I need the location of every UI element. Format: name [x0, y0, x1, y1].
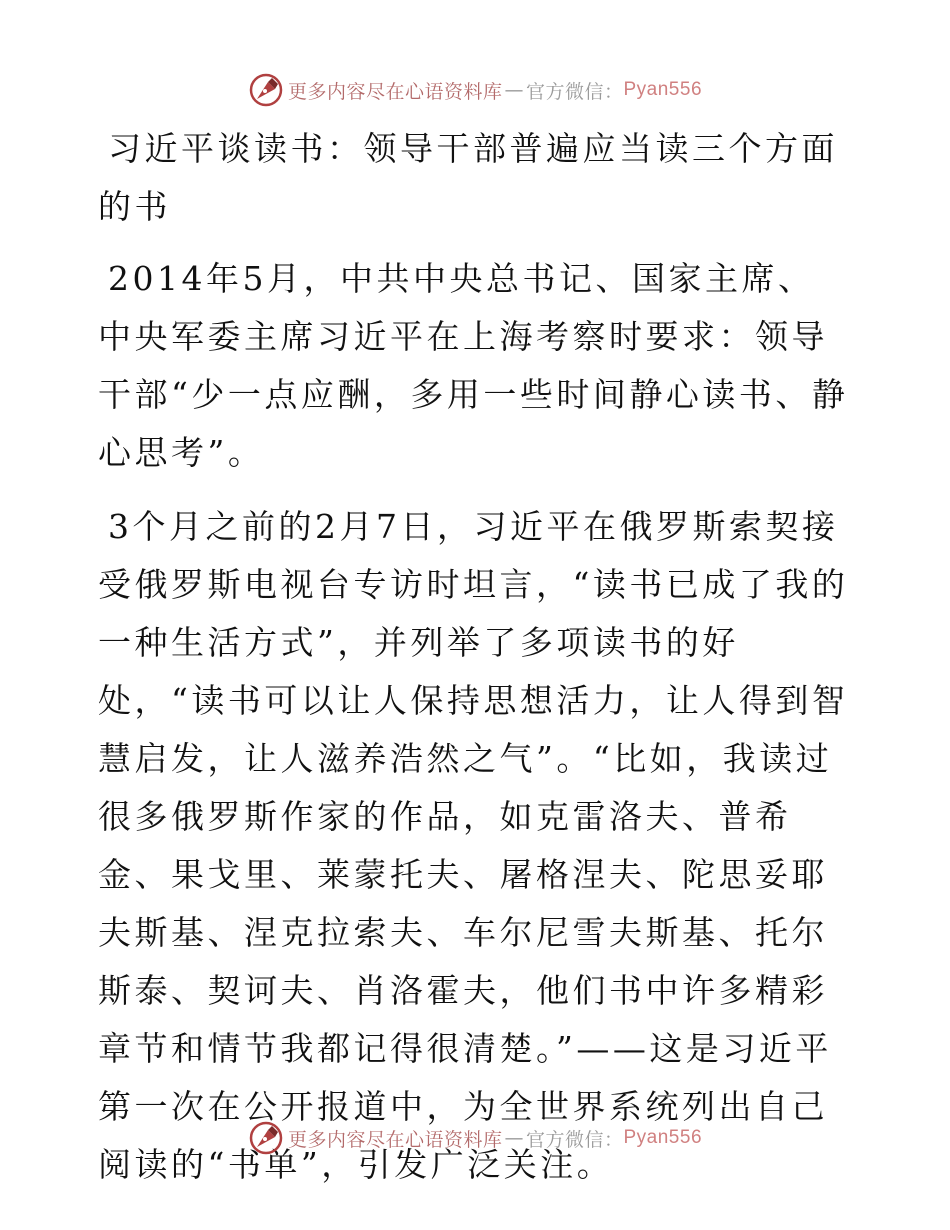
watermark-wechat-handle: Pyan556 — [623, 79, 703, 100]
pen-tip-logo-icon — [248, 72, 284, 108]
watermark-wechat-label: 官方微信： — [525, 80, 624, 103]
header-watermark — [0, 70, 950, 110]
watermark-brand-text: 更多内容尽在心语资料库 — [287, 80, 503, 103]
pen-tip-logo-icon — [248, 1120, 284, 1156]
document-body — [98, 120, 850, 1210]
watermark-separator: — — [504, 1127, 524, 1149]
paragraph-1: 2014年5月，中共中央总书记、国家主席、中央军委主席习近平在上海考察时要求：领导干部“少一点应酬，多用一些时间静心读书、静心思考”。 — [98, 259, 849, 472]
paragraph-2: 3个月之前的2月7日，习近平在俄罗斯索契接受俄罗斯电视台专访时坦言，“读书已成了我的一种生活方式”，并列举了多项读书的好处，“读书可以让人保持思想活力，让人得到智慧启发，让人滋养浩然之气”。“比如，我读过很多俄罗斯作家的作品，如克雷洛夫、普希金、果戈里、莱蒙托夫、屠格涅夫、陀思妥耶夫斯基、涅克拉索夫、车尔尼雪夫斯基、托尔斯泰、契诃夫、肖洛霍夫，他们书中许多精彩章节和情节我都记得很清楚。”——这是习近平第一次在公开报道中，为全世界系统列出自己阅读的“书单”，引发广泛关注。 — [98, 507, 849, 1184]
footer-watermark — [0, 1118, 950, 1158]
watermark-wechat-label: 官方微信： — [525, 1128, 624, 1151]
document-title: 习近平谈读书：领导干部普遍应当读三个方面的书 — [98, 129, 838, 226]
watermark-wechat-handle: Pyan556 — [623, 1127, 703, 1148]
watermark-separator: — — [504, 79, 524, 101]
watermark-brand-text: 更多内容尽在心语资料库 — [287, 1128, 503, 1151]
